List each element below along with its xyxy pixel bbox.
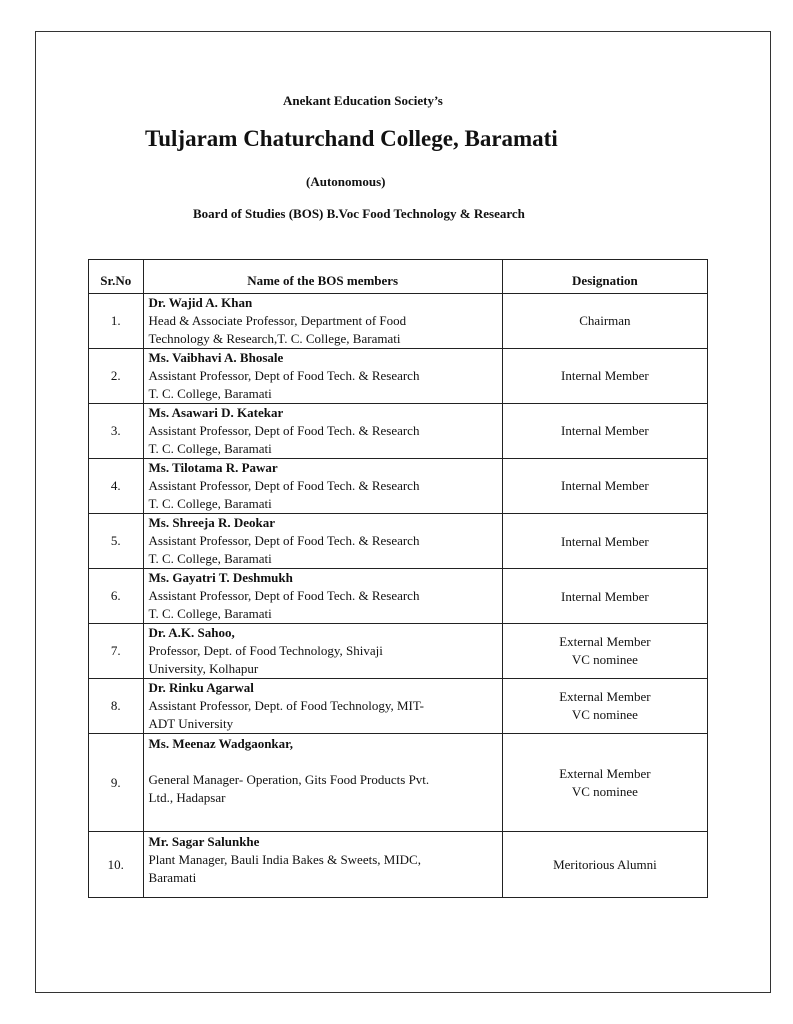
member-designation	[502, 569, 707, 624]
member-cell	[143, 624, 502, 679]
member-designation	[502, 459, 707, 514]
member-detail: University, Kolhapur	[148, 661, 259, 676]
member-cell	[143, 679, 502, 734]
table-row	[89, 569, 708, 624]
member-detail: Assistant Professor, Dept of Food Tech. & Research	[148, 368, 420, 383]
designation-text: Internal Member	[561, 368, 649, 383]
designation-text: External Member	[559, 634, 651, 649]
table-row	[89, 679, 708, 734]
member-detail: Assistant Professor, Dept. of Food Technology, MIT-	[148, 698, 424, 713]
member-name: Dr. Wajid A. Khan	[148, 295, 253, 310]
row-srno: 1.	[89, 294, 144, 349]
column-header-designation: Designation	[502, 260, 707, 294]
member-name: Ms. Meenaz Wadgaonkar,	[148, 736, 293, 751]
table-header-row	[89, 260, 708, 294]
board-title: Board of Studies (BOS) B.Voc Food Technology & Research	[193, 206, 525, 221]
table-row	[89, 832, 708, 898]
member-detail: Ltd., Hadapsar	[148, 790, 226, 805]
member-designation	[502, 349, 707, 404]
table-row	[89, 459, 708, 514]
table-row	[89, 514, 708, 569]
society-name: Anekant Education Society’s	[283, 93, 443, 108]
member-detail: Assistant Professor, Dept of Food Tech. & Research	[148, 423, 420, 438]
member-detail: T. C. College, Baramati	[148, 551, 272, 566]
member-detail: Head & Associate Professor, Department of Food	[148, 313, 407, 328]
member-cell	[143, 459, 502, 514]
member-detail: T. C. College, Baramati	[148, 606, 272, 621]
table-row	[89, 404, 708, 459]
member-detail: Assistant Professor, Dept of Food Tech. & Research	[148, 588, 420, 603]
member-cell	[143, 734, 502, 832]
member-name: Ms. Asawari D. Katekar	[148, 405, 284, 420]
member-detail: Technology & Research,T. C. College, Baramati	[148, 331, 401, 346]
member-cell	[143, 569, 502, 624]
row-srno: 2.	[89, 349, 144, 404]
table-row	[89, 294, 708, 349]
member-designation	[502, 404, 707, 459]
autonomous-label: (Autonomous)	[306, 174, 386, 189]
member-designation	[502, 832, 707, 898]
designation-text: Chairman	[579, 313, 631, 328]
member-designation	[502, 294, 707, 349]
row-srno: 3.	[89, 404, 144, 459]
member-name: Dr. Rinku Agarwal	[148, 680, 254, 695]
member-cell	[143, 349, 502, 404]
college-title: Tuljaram Chaturchand College, Baramati	[145, 126, 558, 151]
member-name: Ms. Vaibhavi A. Bhosale	[148, 350, 284, 365]
designation-text: External Member	[559, 689, 651, 704]
designation-text: VC nominee	[571, 652, 638, 667]
member-name: Ms. Tilotama R. Pawar	[148, 460, 278, 475]
row-srno: 8.	[89, 679, 144, 734]
member-designation	[502, 734, 707, 832]
designation-text: Meritorious Alumni	[553, 856, 657, 872]
designation-text: Internal Member	[561, 534, 649, 549]
member-detail: T. C. College, Baramati	[148, 386, 272, 401]
member-designation	[502, 624, 707, 679]
member-detail: T. C. College, Baramati	[148, 496, 272, 511]
designation-text: Internal Member	[561, 589, 649, 604]
member-designation	[502, 514, 707, 569]
member-detail: Professor, Dept. of Food Technology, Shivaji	[148, 643, 383, 658]
designation-text: External Member	[559, 765, 651, 781]
row-srno: 6.	[89, 569, 144, 624]
bos-members-table	[88, 259, 708, 898]
column-header-name: Name of the BOS members	[143, 260, 502, 294]
designation-text: Internal Member	[561, 423, 649, 438]
member-cell	[143, 294, 502, 349]
column-header-srno: Sr.No	[89, 260, 144, 294]
member-detail: Plant Manager, Bauli India Bakes & Sweets, MIDC,	[148, 852, 421, 867]
member-designation	[502, 679, 707, 734]
spacer	[149, 753, 502, 771]
member-detail: ADT University	[148, 716, 234, 731]
table-row	[89, 349, 708, 404]
row-srno: 9.	[89, 734, 144, 832]
member-detail: General Manager- Operation, Gits Food Products Pvt.	[148, 772, 430, 787]
member-detail: Baramati	[148, 870, 197, 885]
member-name: Ms. Shreeja R. Deokar	[148, 515, 276, 530]
member-name: Mr. Sagar Salunkhe	[148, 834, 260, 849]
row-srno: 7.	[89, 624, 144, 679]
table-row	[89, 624, 708, 679]
member-detail: Assistant Professor, Dept of Food Tech. & Research	[148, 533, 420, 548]
designation-text: VC nominee	[571, 783, 638, 799]
designation-text: Internal Member	[561, 478, 649, 493]
row-srno: 10.	[89, 832, 144, 898]
table-row	[89, 734, 708, 832]
member-cell	[143, 514, 502, 569]
member-cell	[143, 404, 502, 459]
member-name: Dr. A.K. Sahoo,	[148, 625, 235, 640]
member-name: Ms. Gayatri T. Deshmukh	[148, 570, 293, 585]
member-detail: T. C. College, Baramati	[148, 441, 272, 456]
designation-text: VC nominee	[571, 707, 638, 722]
row-srno: 4.	[89, 459, 144, 514]
member-cell	[143, 832, 502, 898]
row-srno: 5.	[89, 514, 144, 569]
member-detail: Assistant Professor, Dept of Food Tech. & Research	[148, 478, 420, 493]
